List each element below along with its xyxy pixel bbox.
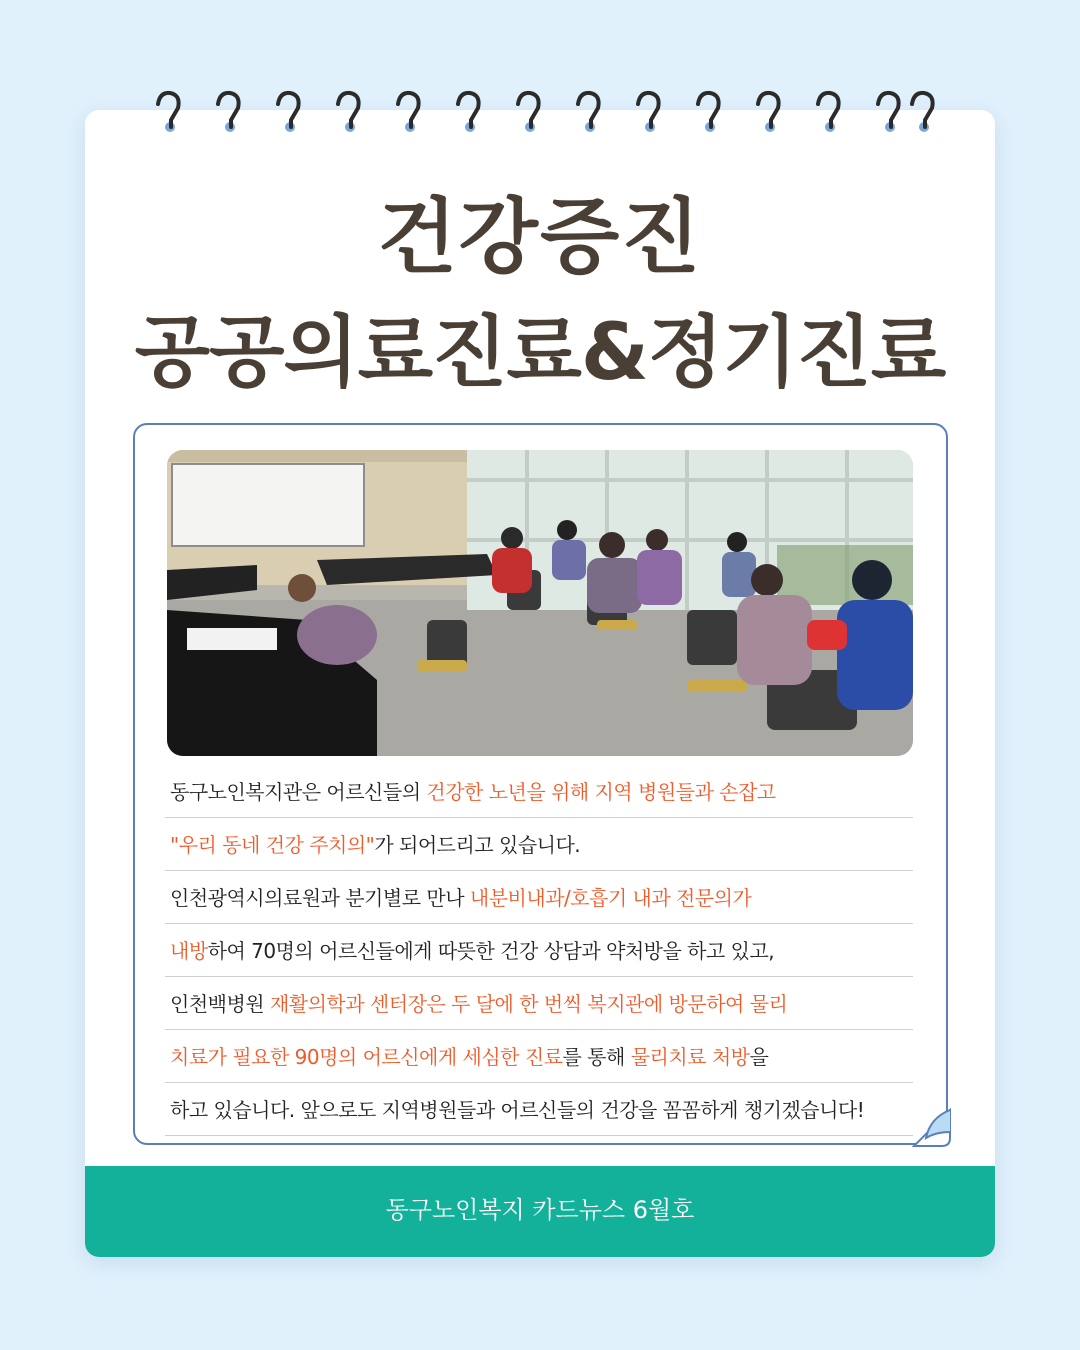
binding-ring-icon bbox=[218, 93, 239, 132]
plain-text: 동구노인복지관은 어르신들의 bbox=[170, 780, 427, 804]
page-title: 건강증진 bbox=[377, 190, 703, 285]
binding-ring-icon bbox=[912, 93, 933, 132]
binding-ring-icon bbox=[878, 93, 899, 132]
highlight-text: 내방 bbox=[170, 939, 208, 963]
highlight-text: 내분비내과/호흡기 내과 전문의가 bbox=[469, 886, 752, 910]
spiral-binding bbox=[0, 0, 1080, 140]
page-subtitle: 공공의료진료&정기진료 bbox=[134, 308, 946, 398]
binding-ring-icon bbox=[758, 93, 779, 132]
plain-text: 를 통해 bbox=[562, 1045, 631, 1069]
seniors-consultation-photo bbox=[167, 450, 913, 756]
body-text bbox=[165, 765, 913, 1136]
text-line bbox=[165, 765, 913, 818]
page-curl-icon bbox=[912, 1108, 952, 1148]
plain-text: 인천백병원 bbox=[170, 992, 270, 1016]
text-line bbox=[165, 1083, 913, 1136]
binding-ring-icon bbox=[158, 93, 179, 132]
binding-ring-icon bbox=[398, 93, 419, 132]
plain-text: 을 bbox=[749, 1045, 769, 1069]
text-line bbox=[165, 977, 913, 1030]
highlight-text: 재활의학과 센터장은 두 달에 한 번씩 복지관에 방문하여 물리 bbox=[269, 992, 788, 1016]
binding-ring-icon bbox=[578, 93, 599, 132]
highlight-text: 치료가 필요한 90명의 어르신에게 세심한 진료 bbox=[170, 1045, 563, 1069]
text-line bbox=[165, 871, 913, 924]
binding-ring-icon bbox=[518, 93, 539, 132]
text-line bbox=[165, 1030, 913, 1083]
plain-text: 가 되어드리고 있습니다. bbox=[374, 833, 581, 857]
plain-text: 인천광역시의료원과 분기별로 만나 bbox=[170, 886, 470, 910]
binding-ring-icon bbox=[698, 93, 719, 132]
footer-banner bbox=[85, 1166, 995, 1257]
footer-text: 동구노인복지 카드뉴스 6월호 bbox=[385, 1196, 695, 1224]
text-line bbox=[165, 924, 913, 977]
binding-ring-icon bbox=[818, 93, 839, 132]
plain-text: 하고 있습니다. 앞으로도 지역병원들과 어르신들의 건강을 꼼꼼하게 챙기겠습니다! bbox=[170, 1098, 865, 1122]
text-line bbox=[165, 818, 913, 871]
plain-text: 하여 70명의 어르신들에게 따뜻한 건강 상담과 약처방을 하고 있고, bbox=[207, 939, 775, 963]
binding-ring-icon bbox=[638, 93, 659, 132]
binding-ring-icon bbox=[278, 93, 299, 132]
binding-ring-icon bbox=[458, 93, 479, 132]
binding-ring-icon bbox=[338, 93, 359, 132]
highlight-text: 건강한 노년을 위해 지역 병원들과 손잡고 bbox=[426, 780, 776, 804]
highlight-text: 물리치료 처방 bbox=[630, 1045, 750, 1069]
highlight-text: "우리 동네 건강 주치의" bbox=[170, 833, 375, 857]
